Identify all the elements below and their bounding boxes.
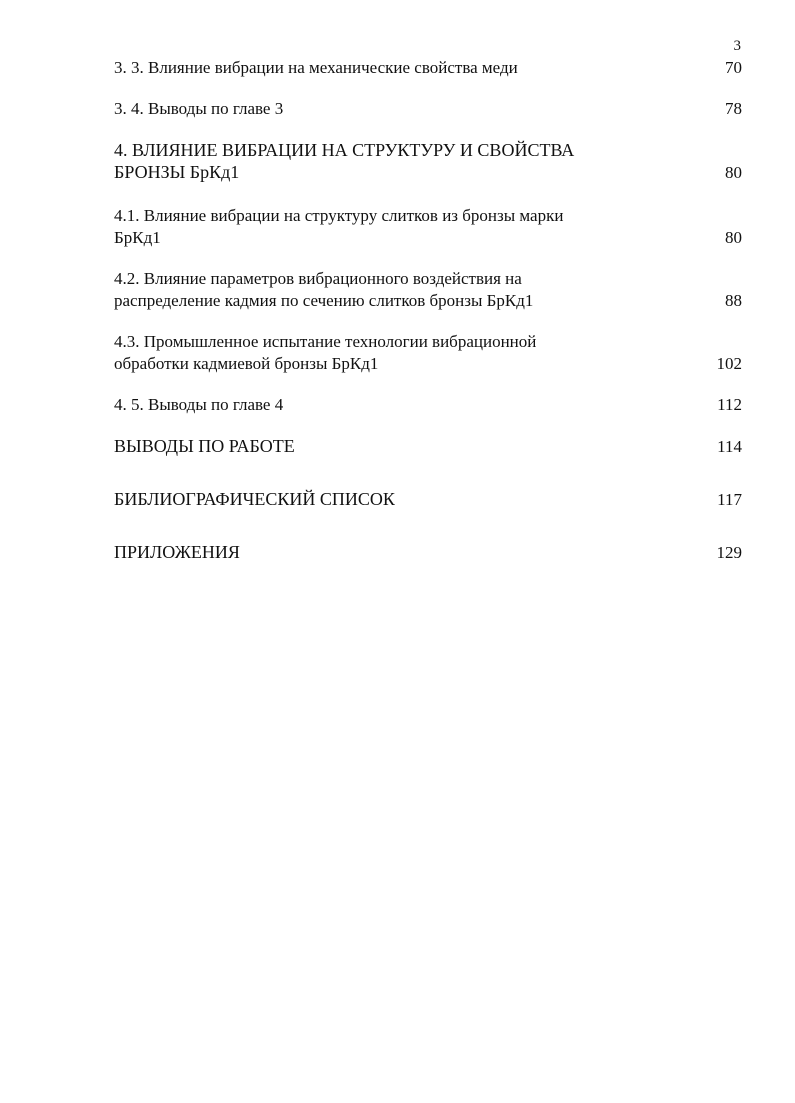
toc-entry-title-line: 4. ВЛИЯНИЕ ВИБРАЦИИ НА СТРУКТУРУ И СВОЙСТВА bbox=[114, 140, 575, 160]
toc-entry-page: 117 bbox=[717, 490, 742, 509]
toc-entry-page: 114 bbox=[717, 437, 742, 456]
toc-entry-title bbox=[114, 331, 634, 374]
toc-entry-page: 129 bbox=[716, 543, 742, 562]
toc-entry-title bbox=[114, 98, 634, 120]
toc-entry-title bbox=[114, 140, 634, 183]
toc-entry-title bbox=[114, 268, 634, 311]
toc-entry-title-line: БИБЛИОГРАФИЧЕСКИЙ СПИСОК bbox=[114, 489, 395, 509]
toc-entry-title-line: распределение кадмия по сечению слитков бронзы БрКд1 bbox=[114, 290, 534, 310]
toc-entry-title bbox=[114, 394, 634, 416]
toc-entry-page: 88 bbox=[725, 290, 742, 310]
toc-entry-title-line: 4.3. Промышленное испытание технологии вибрационной bbox=[114, 332, 537, 351]
toc-entry-title bbox=[114, 542, 634, 564]
toc-entry-title-line: 3. 4. Выводы по главе 3 bbox=[114, 99, 284, 118]
toc-entry-title-line: обработки кадмиевой бронзы БрКд1 bbox=[114, 353, 379, 373]
toc-entry-title-line: 4.2. Влияние параметров вибрационного воздействия на bbox=[114, 269, 522, 288]
toc-entry-page: 80 bbox=[725, 227, 742, 247]
toc-entry-title bbox=[114, 205, 634, 248]
toc-entry-title-line: ВЫВОДЫ ПО РАБОТЕ bbox=[114, 436, 295, 456]
toc-entry-page: 70 bbox=[725, 58, 742, 77]
toc-entry-title-line: ПРИЛОЖЕНИЯ bbox=[114, 542, 240, 562]
toc-entry-page: 102 bbox=[716, 353, 742, 373]
toc-entry-title-line: 4. 5. Выводы по главе 4 bbox=[114, 395, 284, 414]
toc-entry-title bbox=[114, 57, 634, 79]
toc-entry-title bbox=[114, 436, 634, 458]
toc-entry-title bbox=[114, 489, 634, 511]
toc-entry-title-line: 4.1. Влияние вибрации на структуру слитков из бронзы марки bbox=[114, 206, 564, 225]
toc-entry-page: 78 bbox=[725, 99, 742, 118]
toc-entry-title-line: БрКд1 bbox=[114, 227, 161, 247]
toc-entry-page: 112 bbox=[717, 395, 742, 414]
toc-entry-title-line: 3. 3. Влияние вибрации на механические свойства меди bbox=[114, 58, 518, 77]
toc-entry-page: 80 bbox=[725, 162, 742, 182]
toc-entry-title-line: БРОНЗЫ БрКд1 bbox=[114, 161, 240, 182]
page-number: 3 bbox=[733, 38, 741, 54]
